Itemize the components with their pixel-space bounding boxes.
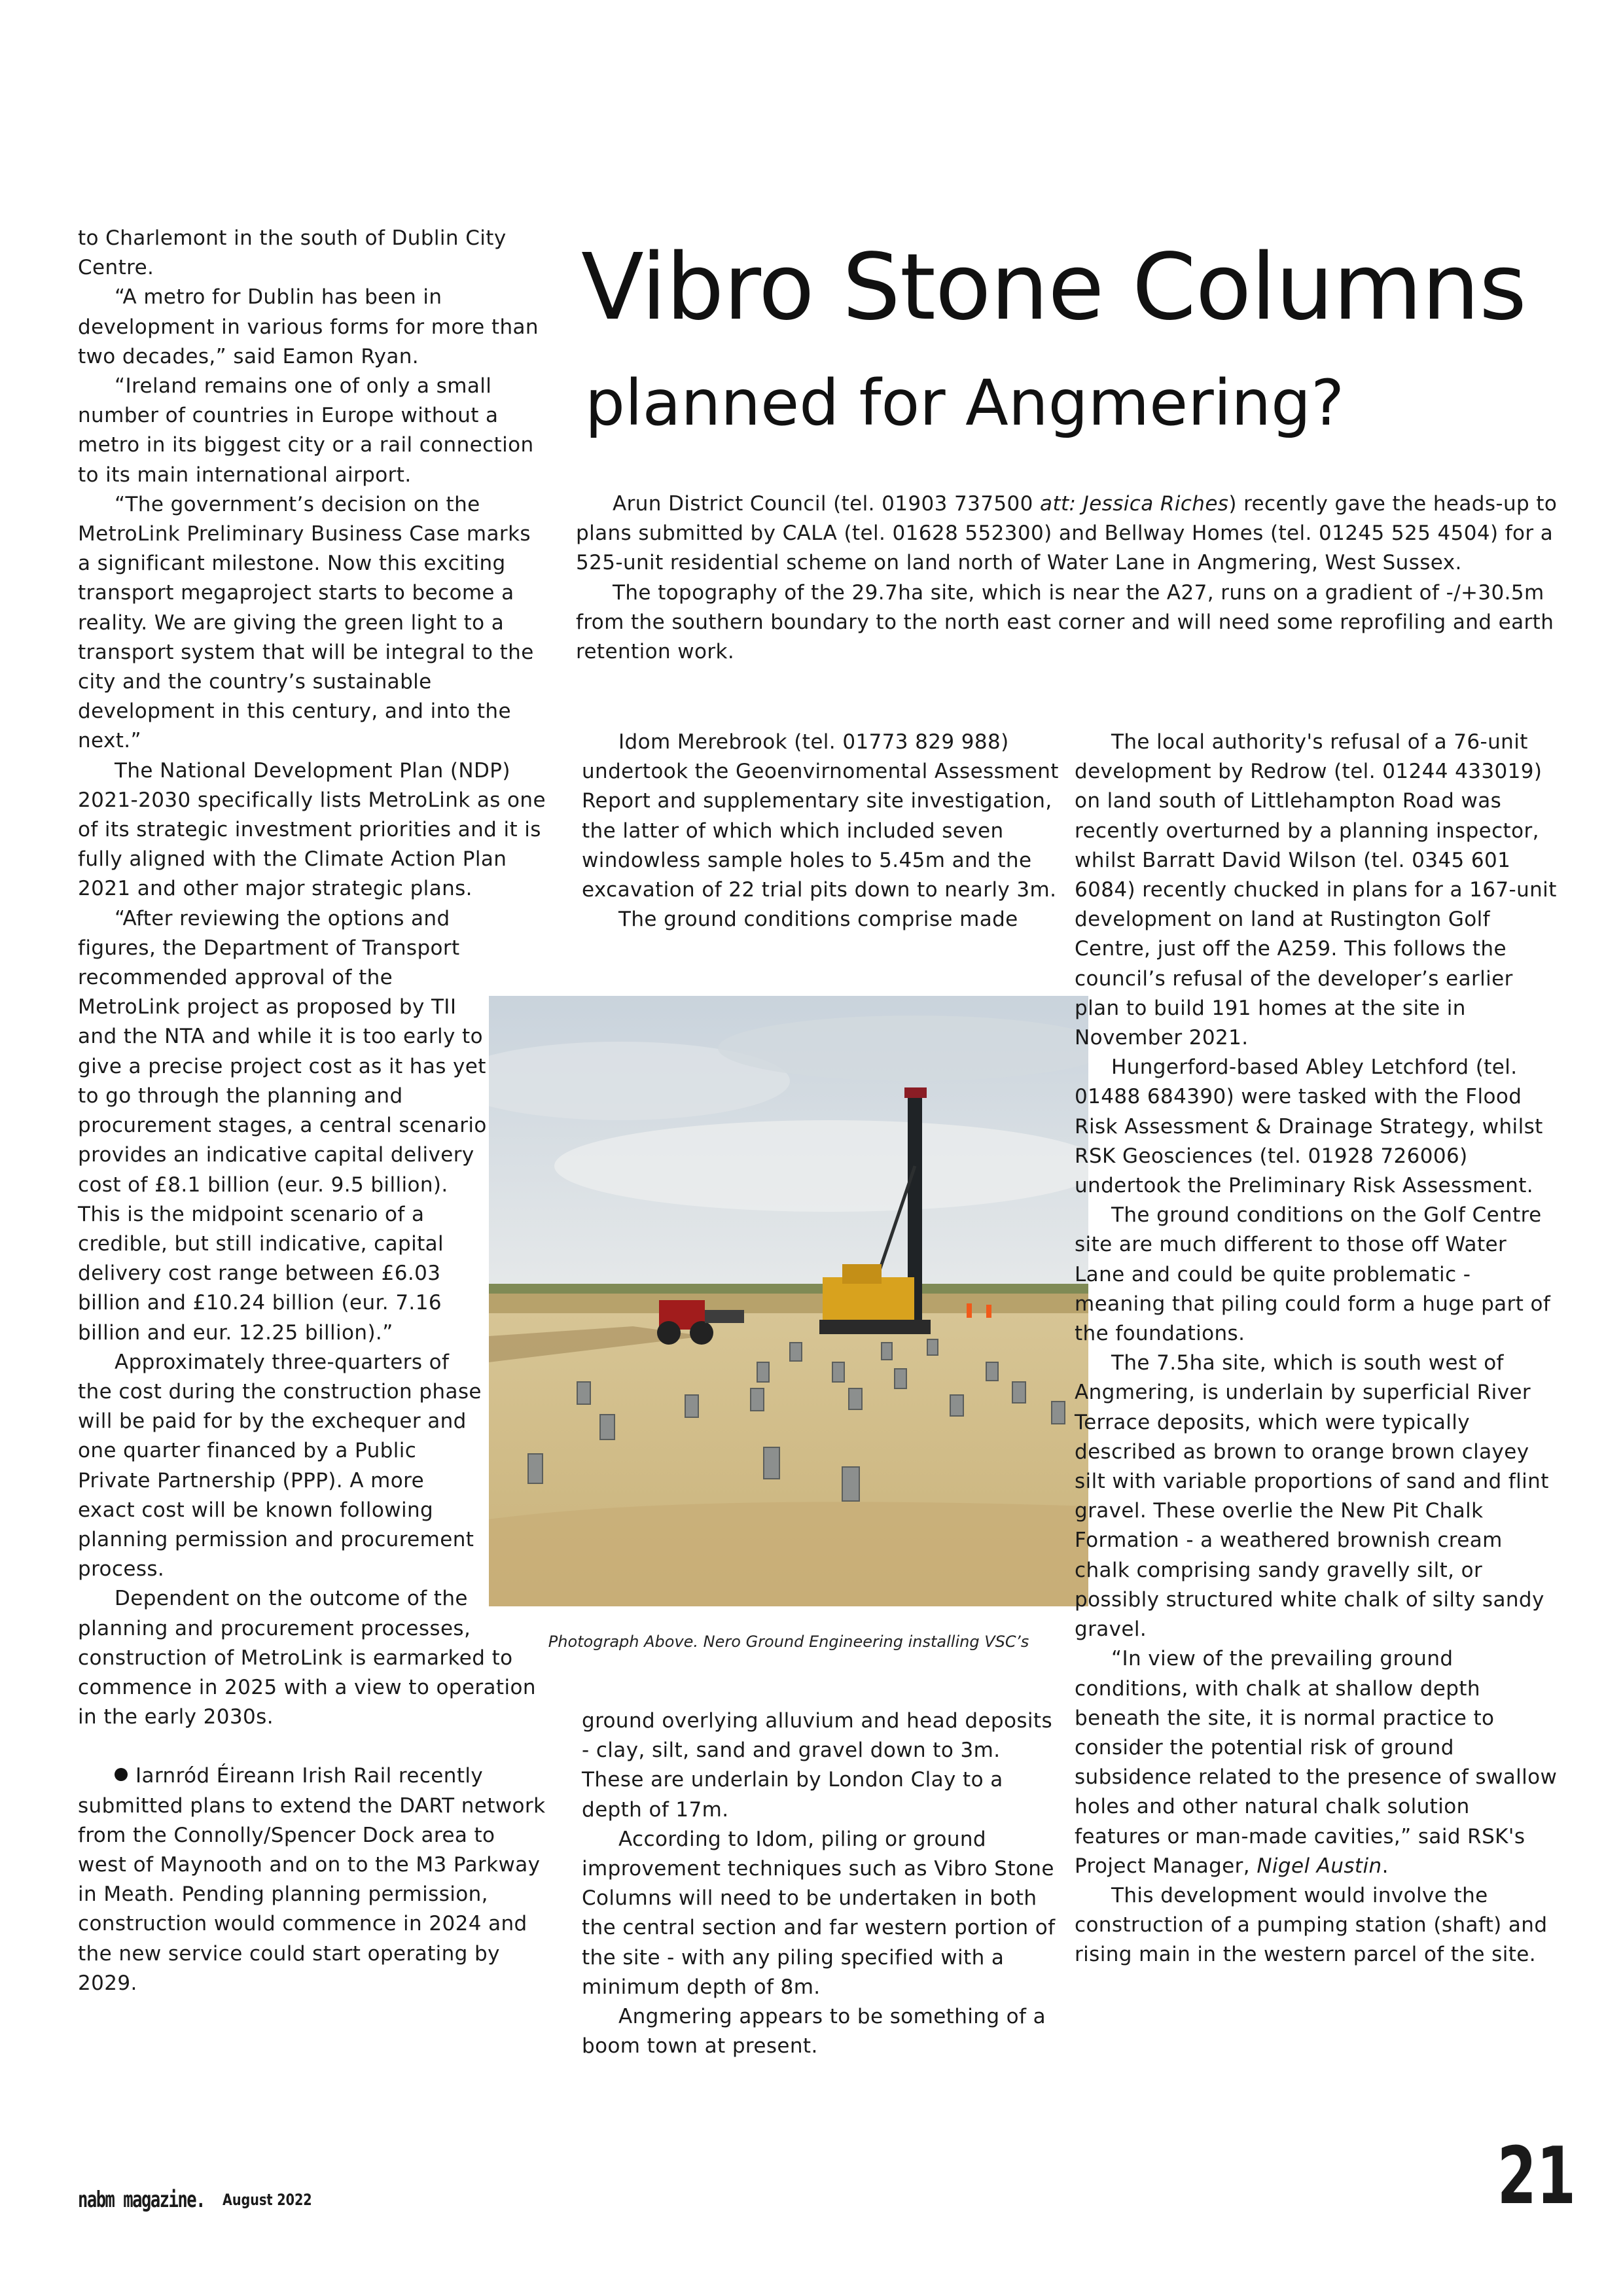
paragraph: “Ireland remains one of only a small number of countries in Europe without a metro in its biggest city or a rail connection to its main international airport.	[78, 374, 534, 487]
intro-paragraph-2: The topography of the 29.7ha site, which is near the A27, runs on a gradient of -/+30.5m from the southern boundary to the north east corner and will need some reprofiling and earth retention work.	[576, 580, 1554, 664]
right-column	[1075, 728, 1559, 1970]
paragraph: “The government’s decision on the MetroLink Preliminary Business Case marks a significant milestone. Now this exciting transport megaproject starts to become a reality. We are giving the green light to a transport system that will be integral to the city and the country’s sustainable development in this century, and into the next.”	[78, 492, 534, 753]
paragraph: “After reviewing the options and figures, the Department of Transport recommended approval of the MetroLink project as proposed by TII and the NTA and while it is too early to give a precise project cost as it has yet to go through the planning and procurement stages, a central scenario provides an indicative capital delivery cost of £8.1 billion (eur. 9.5 billion). This is the midpoint scenario of a credible, but still indicative, capital delivery cost range between £6.03 billion and £10.24 billion (eur. 7.16 billion and eur. 12.25 billion).”	[78, 906, 487, 1345]
piling-rig-illustration	[489, 996, 1088, 1606]
paragraph: to Charlemont in the south of Dublin City Centre.	[78, 226, 507, 280]
page-number: 21	[1497, 2131, 1576, 2222]
paragraph: Approximately three-quarters of the cost during the construction phase will be paid for by the exchequer and one quarter financed by a Public Private Partnership (PPP). A more exact cost will be known following planning permission and procurement process.	[78, 1350, 482, 1581]
paragraph: Hungerford-based Abley Letchford (tel. 01488 684390) were tasked with the Flood Risk Assessment & Drainage Strategy, whilst RSK Geosciences (tel. 01928 726006) undertook the Preliminary Risk Assessment.	[1075, 1055, 1543, 1198]
person-name: Nigel Austin	[1257, 1854, 1382, 1878]
article-title: Vibro Stone Columns	[581, 234, 1526, 341]
paragraph: Angmering appears to be something of a boom town at present.	[582, 2005, 1046, 2058]
intro-text: ) recently gave the heads-up to plans submitted by CALA (tel. 01628 552300) and Bellway Homes (tel. 01245 525 4504) for a 525-unit residential scheme on land north of Water Lane in Angmering, West Sussex.	[576, 492, 1558, 575]
issue-date: August 2022	[223, 2191, 312, 2209]
left-column	[78, 224, 549, 1998]
middle-column-top	[582, 728, 1063, 934]
bullet-icon	[115, 1768, 128, 1781]
contact-name: att: Jessica Riches	[1040, 492, 1229, 516]
paragraph: The local authority's refusal of a 76-unit development by Redrow (tel. 01244 433019) on land south of Littlehampton Road was recently overturned by a planning inspector, whilst Barratt David Wilson (tel. 0345 601 6084) recently chucked in plans for a 167-unit development on land at Rustington Golf Centre, just off the A259. This follows the council’s refusal of the developer’s earlier plan to build 191 homes at the site in November 2021.	[1075, 730, 1557, 1050]
article-intro	[576, 489, 1564, 667]
middle-column-bottom	[582, 1706, 1063, 2061]
magazine-name: nabm magazine.	[78, 2187, 205, 2213]
paragraph: “A metro for Dublin has been in development in various forms for more than two decades,” said Eamon Ryan.	[78, 285, 539, 368]
paragraph: According to Idom, piling or ground improvement techniques such as Vibro Stone Columns will need to be undertaken in both the central section and far western portion of the site - with any piling specified with a minimum depth of 8m.	[582, 1827, 1056, 1999]
quote-text: .	[1382, 1854, 1389, 1878]
photo-caption: Photograph Above. Nero Ground Engineering installing VSC’s	[548, 1633, 1029, 1651]
paragraph: The ground conditions on the Golf Centre site are much different to those off Water Lane and could be quite problematic - meaning that piling could form a huge part of the foundations.	[1075, 1203, 1551, 1346]
quote-text: “In view of the prevailing ground conditions, with chalk at shallow depth beneath the site, it is normal practice to consider the potential risk of ground subsidence related to the presence of swallow holes and other natural chalk solution features or man-made cavities,” said RSK's Project Manager,	[1075, 1647, 1558, 1878]
paragraph: The National Development Plan (NDP) 2021-2030 specifically lists MetroLink as one of its strategic investment priorities and it is fully aligned with the Climate Action Plan 2021 and other major strategic plans.	[78, 758, 546, 901]
news-item	[78, 1761, 549, 1998]
site-photo	[489, 996, 1088, 1606]
paragraph: The ground conditions comprise made	[618, 908, 1018, 932]
intro-text: Arun District Council (tel. 01903 737500	[613, 492, 1041, 516]
paragraph: ground overlying alluvium and head deposits - clay, silt, sand and gravel down to 3m. These are underlain by London Clay to a depth of 17m.	[582, 1709, 1053, 1822]
paragraph: This development would involve the construction of a pumping station (shaft) and rising main in the western parcel of the site.	[1075, 1883, 1548, 1967]
paragraph: Idom Merebrook (tel. 01773 829 988) undertook the Geoenvirnomental Assessment Report and supplementary site investigation, the latter of which which included seven windowless sample holes to 5.45m and the excavation of 22 trial pits down to nearly 3m.	[582, 730, 1059, 902]
paragraph: The 7.5ha site, which is south west of Angmering, is underlain by superficial River Terrace deposits, which were typically described as brown to orange brown clayey silt with variable proportions of sand and flint gravel. These overlie the New Pit Chalk Formation - a weathered brownish cream chalk comprising sandy gravelly silt, or possibly structured white chalk of silty sandy gravel.	[1075, 1351, 1549, 1642]
paragraph-text: Iarnród Éireann Irish Rail recently submitted plans to extend the DART network from the Connolly/Spencer Dock area to west of Maynooth and on to the M3 Parkway in Meath. Pending planning permission, construction would commence in 2024 and the new service could start operating by 2029.	[78, 1764, 546, 1995]
intro-paragraph-1	[576, 489, 1564, 578]
article-subtitle: planned for Angmering?	[585, 366, 1345, 440]
quote-paragraph	[1075, 1644, 1559, 1881]
paragraph: Dependent on the outcome of the planning and procurement processes, construction of MetroLink is earmarked to commence in 2025 with a view to operation in the early 2030s.	[78, 1587, 536, 1729]
